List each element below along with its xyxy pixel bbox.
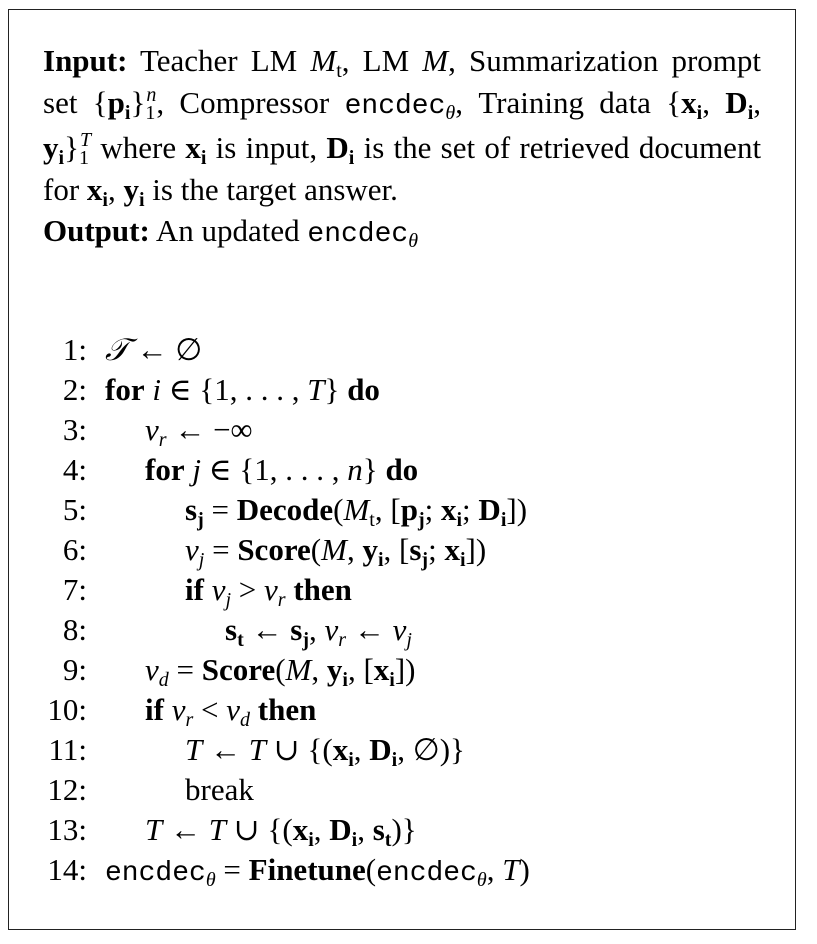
- line-code: T ← T ∪ {(xi, Di, ∅)}: [185, 732, 465, 771]
- compressor-symbol: encdecθ: [344, 90, 456, 124]
- input-text-8: is the set of retrieved document for: [43, 130, 762, 207]
- line-code: break: [185, 772, 254, 807]
- d-i-symbol: Di: [326, 130, 355, 169]
- line-number: 14:: [47, 852, 87, 887]
- teacher-lm-symbol: Mt: [310, 43, 342, 82]
- input-label: Input:: [43, 43, 128, 78]
- output-text: An updated: [155, 213, 300, 248]
- line-code: 𝒯 ← ∅: [105, 332, 203, 368]
- line-number: 1:: [62, 332, 87, 367]
- line-number: 9:: [62, 652, 87, 687]
- line-code: vj = Score(M, yi, [sj; xi]): [185, 532, 487, 571]
- algorithm-header: [43, 40, 761, 256]
- output-compressor-symbol: encdecθ: [307, 219, 419, 252]
- input-text-2: , LM: [341, 43, 410, 78]
- training-data-symbol: {xi, Di, $yi\}1^T$: [43, 84, 761, 169]
- line-number: 3:: [62, 412, 87, 447]
- line-number: 11:: [48, 732, 87, 767]
- line-code: if vj > vr then: [185, 572, 352, 611]
- input-text-4: , Compressor: [156, 84, 330, 120]
- input-text-9: is the target answer.: [152, 171, 398, 207]
- line-code: encdecθ = Finetune(encdecθ, T): [105, 852, 530, 891]
- line-number: 10:: [47, 692, 87, 727]
- line-number: 13:: [47, 812, 87, 847]
- line-number: 5:: [62, 492, 87, 527]
- line-code: vd = Score(M, yi, [xi]): [145, 652, 416, 691]
- output-paragraph: [43, 210, 761, 256]
- line-number: 4:: [62, 452, 87, 487]
- input-text-1: Teacher LM: [140, 43, 298, 78]
- output-label: Output:: [43, 213, 150, 248]
- input-text-6: where: [100, 130, 177, 165]
- line-code: for i ∈ {1, . . . , T} do: [105, 372, 380, 407]
- prompt-set-symbol: {pi}1$^n$: [92, 83, 157, 124]
- line-code: st ← sj, vr ← vj: [225, 612, 412, 651]
- line-code: sj = Decode(Mt, [pj; xi; Di]): [185, 492, 528, 531]
- line-number: 2:: [62, 372, 87, 407]
- y-i-symbol: yi: [123, 171, 145, 211]
- line-code: T ← T ∪ {(xi, Di, st)}: [145, 812, 417, 851]
- input-text-7: is input,: [215, 130, 318, 165]
- input-text-5: , Training data: [455, 84, 651, 120]
- input-text-3: , Summarization prompt set: [43, 43, 762, 120]
- line-code: if vr < vd then: [145, 692, 317, 731]
- line-number: 8:: [62, 612, 87, 647]
- line-code: for j ∈ {1, . . . , n} do: [145, 452, 419, 487]
- line-number: 6:: [62, 532, 87, 567]
- lm-symbol: M: [422, 43, 449, 78]
- x-i-symbol-2: xi: [86, 171, 108, 211]
- input-paragraph: Input: Teacher LM Mt, LM M, Summarization prompt set {pi}1$^n$, Compressor encdecθ, Training data {xi, Di, $yi\}1^T$ where xi is input, Di is the set of retrieved document for xi, yi is the target answer.: [43, 43, 762, 211]
- line-number: 12:: [47, 772, 87, 807]
- x-i-symbol: xi: [185, 130, 207, 169]
- line-number: 7:: [62, 572, 87, 607]
- line-code: vr ← −∞: [145, 412, 253, 451]
